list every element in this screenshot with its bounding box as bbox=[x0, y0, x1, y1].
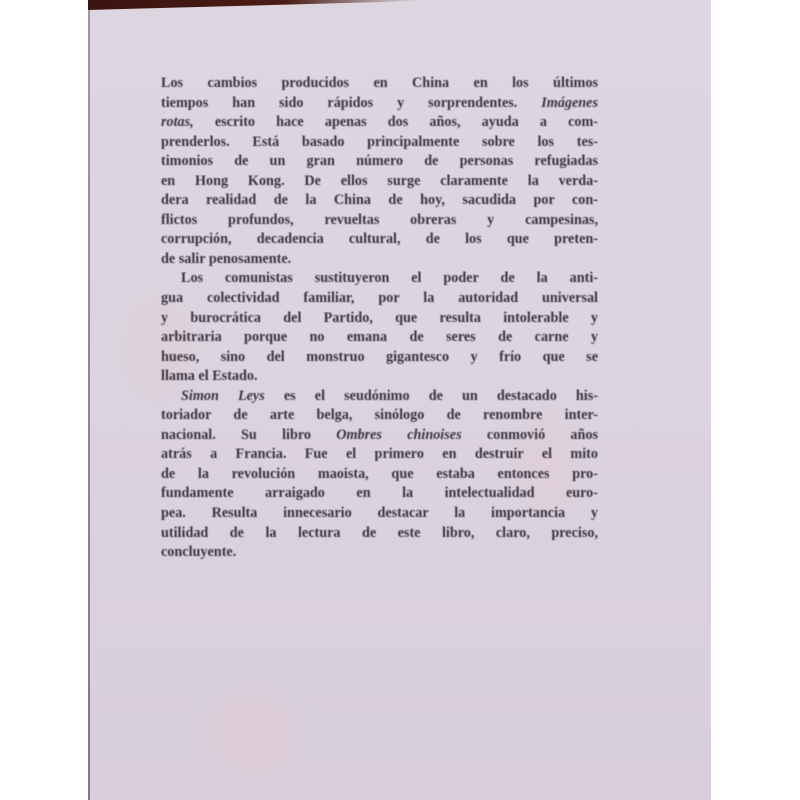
cover-top-edge-shadow bbox=[88, 0, 418, 10]
text-run: hueso, sino del monstruo gigantesco y frío que se bbox=[161, 348, 598, 365]
text-line bbox=[161, 230, 598, 250]
blurb-text bbox=[161, 74, 598, 563]
text-run: escrito hace apenas dos años, ayuda a com- bbox=[193, 114, 598, 131]
text-line bbox=[161, 348, 598, 368]
text-run: arbitraria porque no emana de seres de carne y bbox=[161, 329, 598, 346]
text-run: tiempos han sido rápidos y sorprendentes. bbox=[161, 94, 542, 111]
text-line bbox=[161, 113, 598, 133]
text-line bbox=[161, 367, 598, 387]
text-run: prenderlos. Está basado principalmente sobre los tes- bbox=[161, 133, 598, 150]
text-run: pea. Resulta innecesario destacar la importancia y bbox=[161, 505, 598, 522]
text-line bbox=[161, 191, 598, 211]
text-line bbox=[161, 426, 598, 446]
text-line bbox=[161, 133, 598, 153]
book-back-cover bbox=[88, 0, 711, 800]
text-run: es el seudónimo de un destacado his- bbox=[264, 387, 598, 404]
text-line bbox=[161, 484, 598, 504]
text-line bbox=[161, 328, 598, 348]
text-run: flictos profundos, revueltas obreras y campesinas, bbox=[161, 211, 598, 228]
text-line bbox=[161, 387, 598, 407]
text-line bbox=[161, 524, 598, 544]
paragraph-p2 bbox=[161, 269, 598, 386]
text-line bbox=[161, 172, 598, 192]
text-line bbox=[161, 309, 598, 329]
italic-title: Simon Leys bbox=[181, 387, 265, 404]
text-line bbox=[161, 504, 598, 524]
text-run: gua colectividad familiar, por la autoridad universal bbox=[161, 290, 598, 307]
text-run: y burocrática del Partido, que resulta intolerable y bbox=[161, 309, 598, 326]
text-line bbox=[161, 211, 598, 231]
text-run: utilidad de la lectura de este libro, claro, preciso, bbox=[161, 524, 598, 541]
text-line bbox=[161, 445, 598, 465]
text-line bbox=[161, 74, 598, 94]
paper-stain bbox=[208, 690, 298, 780]
text-line bbox=[161, 465, 598, 485]
text-run: conmovió años bbox=[461, 426, 599, 443]
text-line bbox=[161, 152, 598, 172]
text-run: de salir penosamente. bbox=[161, 250, 292, 267]
text-line bbox=[161, 289, 598, 309]
text-line bbox=[161, 250, 598, 270]
text-run: atrás a Francia. Fue el primero en destruir el mito bbox=[161, 446, 598, 463]
text-run: Los comunistas sustituyeron el poder de la anti- bbox=[181, 270, 598, 287]
text-run: en Hong Kong. De ellos surge claramente la verda- bbox=[161, 172, 598, 189]
text-run: concluyente. bbox=[161, 544, 237, 561]
paragraph-p1 bbox=[161, 74, 598, 269]
text-line bbox=[161, 406, 598, 426]
italic-title: Ombres chinoises bbox=[336, 426, 462, 443]
text-run: toriador de arte belga, sinólogo de renombre inter- bbox=[161, 407, 598, 424]
italic-title: Imágenes bbox=[541, 94, 598, 111]
paragraph-p3 bbox=[161, 387, 598, 563]
text-run: llama el Estado. bbox=[161, 368, 258, 385]
text-line bbox=[161, 269, 598, 289]
text-run: corrupción, decadencia cultural, de los que preten- bbox=[161, 231, 598, 248]
text-run: timonios de un gran número de personas refugiadas bbox=[161, 153, 598, 170]
text-run: fundamente arraigado en la intelectualidad euro- bbox=[161, 485, 598, 502]
text-line bbox=[161, 543, 598, 563]
italic-title: rotas, bbox=[161, 114, 194, 131]
text-run: de la revolución maoista, que estaba entonces pro- bbox=[161, 465, 598, 482]
text-run: dera realidad de la China de hoy, sacudida por con- bbox=[161, 192, 598, 209]
text-line bbox=[161, 94, 598, 114]
text-run: nacional. Su libro bbox=[161, 426, 337, 443]
text-run: Los cambios producidos en China en los últimos bbox=[161, 75, 598, 91]
